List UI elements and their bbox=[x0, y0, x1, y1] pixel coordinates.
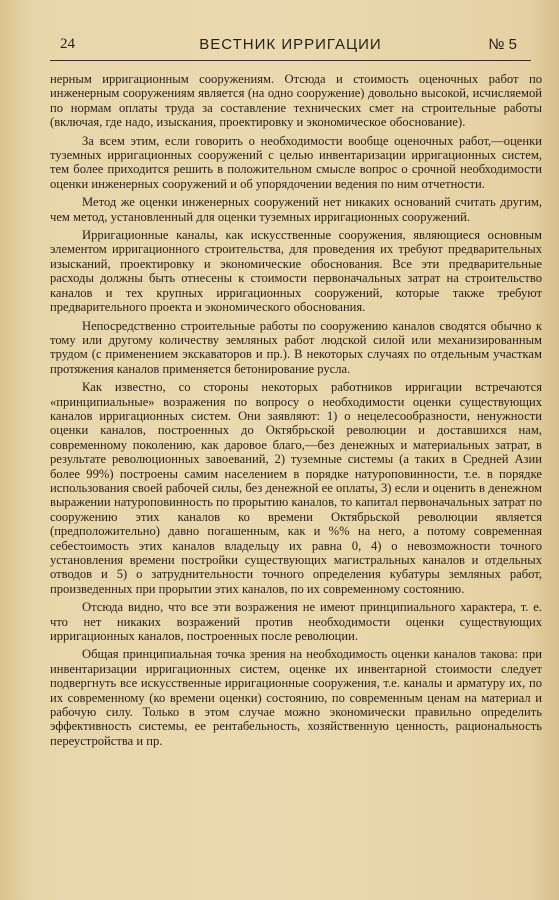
paragraph: Ирригационные каналы, как искусственные сооружения, являющиеся основным элементом ирригационного строительства, для проведения их требуют предварительных изысканий, проектировку и экономические обоснования. Все эти предварительные расходы должны быть отнесены к стоимости первоначальных затрат на строительство каналов и тех крупных ирригационных сооружений, которые также требуют предварительного проекта и экономического обоснования. bbox=[50, 228, 542, 315]
paragraph: За всем этим, если говорить о необходимости вообще оценочных работ,—оценки туземных ирригационных сооружений с целью инвентаризации ирригационных систем, тем более приходится решить в положительном смысле вопрос о срочной необходимости оценки инженерных сооружений и об упорядочении ведения по ним отчетности. bbox=[50, 133, 542, 191]
journal-title: ВЕСТНИК ИРРИГАЦИИ bbox=[199, 36, 382, 53]
paragraph: Отсюда видно, что все эти возражения не имеют принципиального характера, т. е. что нет никаких возражений против необходимости оценки существующих ирригационных каналов, построенных после революции. bbox=[50, 600, 542, 644]
page-number: 24 bbox=[60, 36, 75, 52]
paragraph: нерным ирригационным сооружениям. Отсюда и стоимость оценочных работ по инженерным сооружениям является (на одно сооружение) довольно высокой, исчисляемой по нормам оплаты труда за составление технических смет на строительные работы (включая, где надо, изыскания, проектировку и экономическое обоснование). bbox=[50, 72, 542, 130]
article-body bbox=[50, 72, 542, 752]
paragraph: Общая принципиальная точка зрения на необходимость оценки каналов такова: при инвентаризации ирригационных систем, оценке их инвентарной стоимости следует подвергнуть все искусственные ирригационные сооружения, т.е. каналы и арматуру их, по их современному (ко времени оценки) состоянию, по современным ценам на материал и рабочую силу. Только в этом случае можно экономически правильно определить эффективность системы, ее рентабельность, хозяйственную ценность, рациональность переустройства и пр. bbox=[50, 647, 542, 748]
paragraph: Метод же оценки инженерных сооружений нет никаких оснований считать другим, чем метод, установленный для оценки туземных ирригационных сооружений. bbox=[50, 195, 542, 224]
page-header bbox=[50, 36, 531, 61]
issue-number: № 5 bbox=[488, 36, 517, 53]
paragraph: Непосредственно строительные работы по сооружению каналов сводятся обычно к тому или другому количеству земляных работ людской силой или механизированным трудом (с применением экскаваторов и пр.). В некоторых случаях по отдельным участкам протяжения каналов применяется бетонирование русла. bbox=[50, 318, 542, 376]
paragraph: Как известно, со стороны некоторых работников ирригации встречаются «принципиальные» возражения по вопросу о необходимости оценки существующих каналов ирригационных систем. Они заявляют: 1) о нецелесообразности, ненужности оценки каналов, построенных до Октябрьской революции и доставшихся нам, современному поколению, как даровое благо,—без денежных и материальных затрат, в результате революционных завоеваний, 2) туземные системы (а таких в Средней Азии более 99%) построены самим населением в порядке натуроповинности, т.е. в порядке использования своей рабочей силы, без денежной ее оплаты, 3) если и оценить в денежном выражении натуроповинность по прорытию каналов, то капитал первоначальных затрат по сооружению этих каналов ко времени Октябрьской революции является (предположительно) давно погашенным, как и %% на него, а потому современная себестоимость этих каналов владельцу их равна 0, 4) о невозможности точного установления времени постройки существующих магистральных каналов и отдельных отводов и 5) о затруднительности точного определения кубатуры земляных работ, произведенных при прорытии этих каналов, по их современному состоянию. bbox=[50, 380, 542, 596]
